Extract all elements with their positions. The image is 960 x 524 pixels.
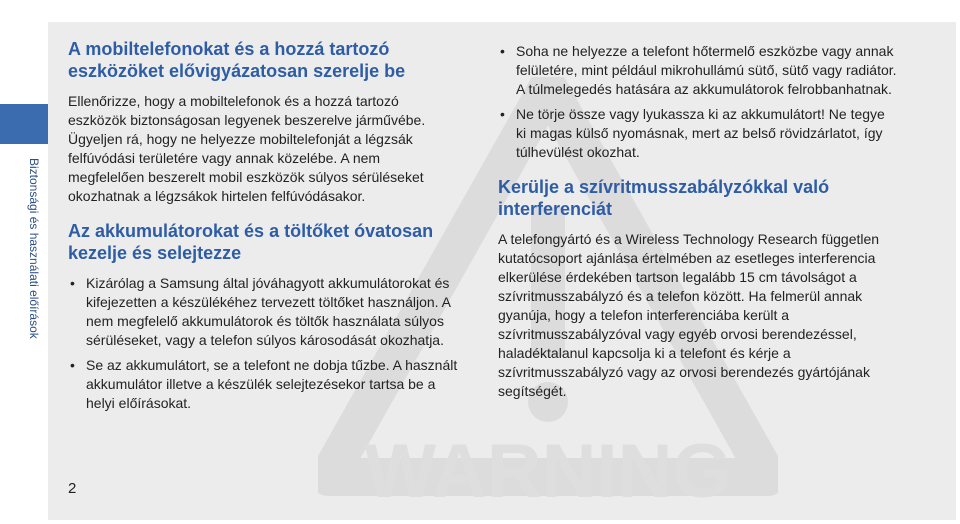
page: [48, 22, 956, 520]
list-item: • Ne törje össze vagy lyukassza ki az akkumulátort! Ne tegye ki magas külső nyomásnak, mert az belső rövidzárlatot, így túlhevülést okozhat.: [498, 105, 898, 162]
heading-battery: Az akkumulátorokat és a töltőket óvatosan kezelje és selejtezze: [68, 221, 434, 263]
list-item: • Se az akkumulátort, se a telefont ne dobja tűzbe. A használt akkumulátor illetve a készülék selejtezésekor tartsa be a helyi előírásokat.: [68, 356, 458, 413]
heading-install: A mobiltelefonokat és a hozzá tartozó eszközöket elővigyázatosan szerelje be: [68, 39, 406, 81]
left-column: [68, 38, 458, 427]
section-marker: [0, 104, 48, 144]
paragraph-pacemaker: A telefongyártó és a Wireless Technology Research független kutatócsoport ajánlása értelmében az esetleges interferencia elkerülése érdekében tartson legalább 15 cm távolságot a szívritmusszabályzó és a telefon között. Ha felmerül annak gyanúja, hogy a telefon interferenciába került a szívritmusszabályzóval vagy egyéb orvosi berendezéssel, haladéktalanul kapcsolja ki a telefont és kérje a szívritmusszabályzó vagy az orvosi berendezés gyártójának segítségét.: [498, 231, 880, 399]
paragraph-install: Ellenőrizze, hogy a mobiltelefonok és a hozzá tartozó eszközök biztonságosan legyenek beszerelve járművébe. Ügyeljen rá, hogy ne helyezze mobiltelefonját a légzsák felfúvódási területére vagy annak közelébe. A nem megfelelően beszerelt mobil eszközök súlyos sérüléseket okozhatnak a légzsákok hirtelen felfúvódásakor.: [68, 93, 426, 204]
right-column: [498, 42, 898, 415]
list-item: • Soha ne helyezze a telefont hőtermelő eszközbe vagy annak felületére, mint például mikrohullámú sütő, sütő vagy radiátor. A túlmelegedés hatására az akkumulátorok felrobbanhatnak.: [498, 42, 898, 99]
page-number: 2: [68, 480, 77, 497]
battery-list-continued: [498, 42, 898, 162]
battery-list: [68, 274, 458, 413]
watermark-text: WARNING: [364, 429, 732, 514]
list-item: • Kizárólag a Samsung által jóváhagyott akkumulátorokat és kifejezetten a készülékéhez tervezett töltőket használjon. A nem megfelelő akkumulátorok és töltők használata súlyos sérüléseket, vagy a telefon súlyos károsodását okozhatja.: [68, 274, 458, 350]
heading-pacemaker: Kerülje a szívritmusszabályzókkal való interferenciát: [498, 177, 830, 219]
section-label: Biztonsági és használati előírások: [27, 158, 41, 339]
side-tab: [0, 0, 48, 524]
